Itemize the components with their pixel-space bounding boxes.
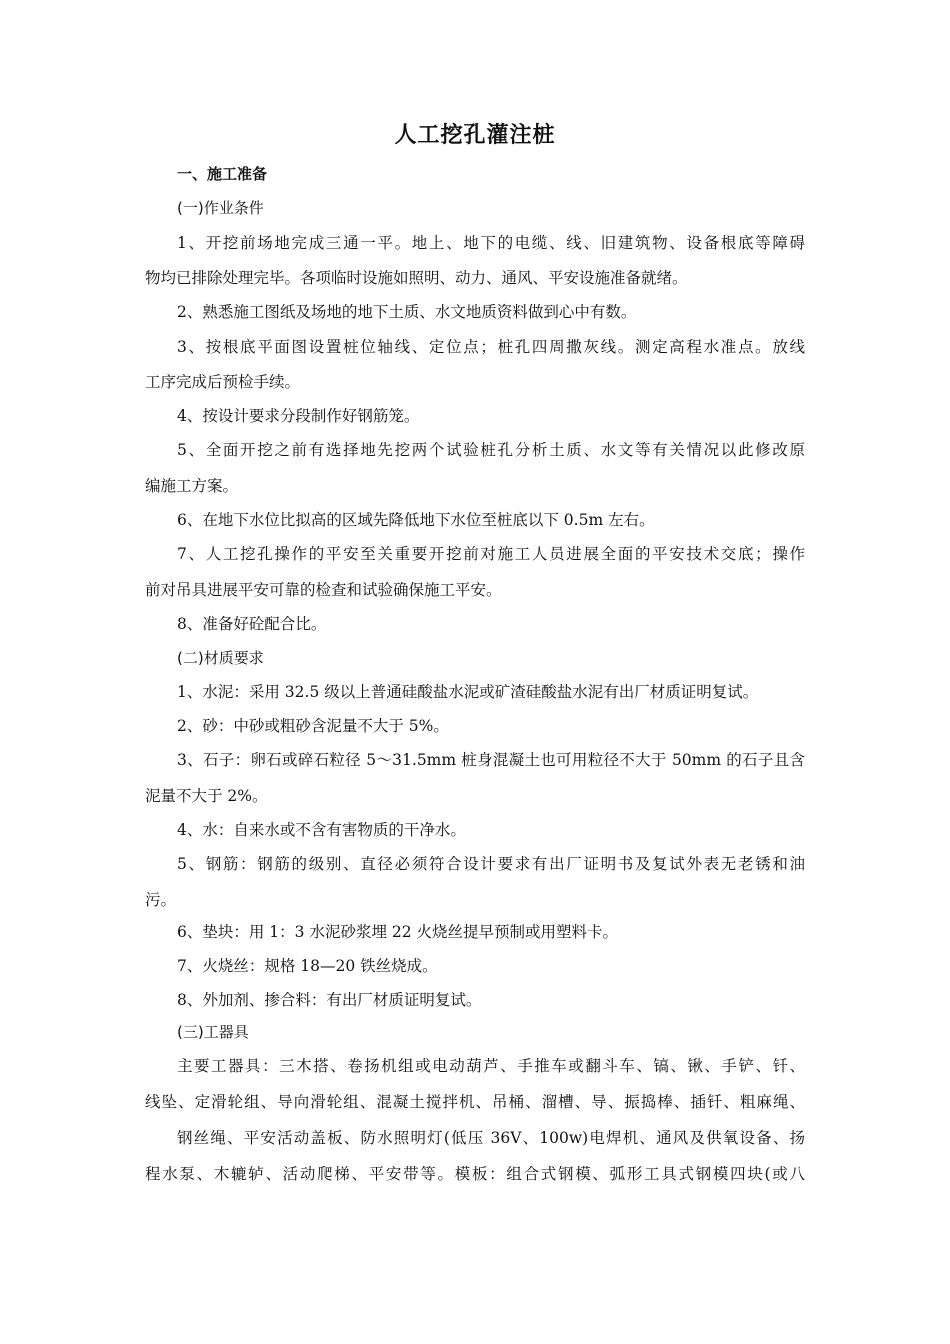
paragraph-line: 8、准备好砼配合比。	[177, 615, 327, 633]
paragraph-line: 3、石子：卵石或碎石粒径 5～31.5mm 桩身混凝土也可用粒径不大于 50mm 的石子且含	[177, 751, 805, 769]
paragraph-line: 主要工器具：三木搭、卷扬机组或电动葫芦、手推车或翻斗车、镐、锹、手铲、钎、	[177, 1057, 805, 1075]
paragraph-line: 1、开挖前场地完成三通一平。地上、地下的电缆、线、旧建筑物、设备根底等障碍	[177, 234, 805, 252]
paragraph-line: 前对吊具进展平安可靠的检查和试验确保施工平安。	[145, 581, 502, 599]
paragraph-line: 1、水泥：采用 32.5 级以上普通硅酸盐水泥或矿渣硅酸盐水泥有出厂材质证明复试。	[177, 683, 759, 701]
subsection-heading-conditions: (一)作业条件	[177, 199, 264, 217]
paragraph-line: 6、垫块：用 1：3 水泥砂浆埋 22 火烧丝提早预制或用塑料卡。	[177, 923, 619, 941]
paragraph-line: 7、火烧丝：规格 18—20 铁丝烧成。	[177, 957, 438, 975]
paragraph-line: 5、钢筋：钢筋的级别、直径必须符合设计要求有出厂证明书及复试外表无老锈和油	[177, 855, 805, 873]
paragraph-line: 工序完成后预检手续。	[145, 373, 301, 391]
paragraph-line: 4、按设计要求分段制作好钢筋笼。	[177, 407, 420, 425]
subsection-heading-materials: (二)材质要求	[177, 649, 264, 667]
paragraph-line: 线坠、定滑轮组、导向滑轮组、混凝土搅拌机、吊桶、溜槽、导、振捣棒、插钎、粗麻绳、	[145, 1093, 805, 1111]
paragraph-line: 8、外加剂、掺合料：有出厂材质证明复试。	[177, 991, 482, 1009]
paragraph-line: 7、人工挖孔操作的平安至关重要开挖前对施工人员进展全面的平安技术交底；操作	[177, 545, 805, 563]
paragraph-line: 2、砂：中砂或粗砂含泥量不大于 5%。	[177, 717, 449, 735]
paragraph-line: 程水泵、木辘轳、活动爬梯、平安带等。模板：组合式钢模、弧形工具式钢模四块(或八	[145, 1165, 805, 1183]
paragraph-line: 3、按根底平面图设置桩位轴线、定位点；桩孔四周撒灰线。测定高程水准点。放线	[177, 338, 805, 356]
paragraph-line: 污。	[145, 891, 177, 909]
paragraph-line: 钢丝绳、平安活动盖板、防水照明灯(低压 36V、100w)电焊机、通风及供氧设备、扬	[177, 1129, 805, 1147]
paragraph-line: 2、熟悉施工图纸及场地的地下土质、水文地质资料做到心中有数。	[177, 303, 637, 321]
paragraph-line: 5、全面开挖之前有选择地先挖两个试验桩孔分析土质、水文等有关情况以此修改原	[177, 441, 805, 459]
paragraph-line: 物均已排除处理完毕。各项临时设施如照明、动力、通风、平安设施准备就绪。	[145, 269, 688, 287]
subsection-heading-tools: (三)工器具	[177, 1023, 249, 1041]
paragraph-line: 编施工方案。	[145, 477, 239, 495]
document-title: 人工挖孔灌注桩	[394, 123, 556, 148]
paragraph-line: 泥量不大于 2%。	[145, 787, 268, 805]
section-heading-preparation: 一、施工准备	[177, 165, 268, 183]
paragraph-line: 6、在地下水位比拟高的区域先降低地下水位至桩底以下 0.5m 左右。	[177, 511, 655, 529]
paragraph-line: 4、水：自来水或不含有害物质的干净水。	[177, 821, 466, 839]
